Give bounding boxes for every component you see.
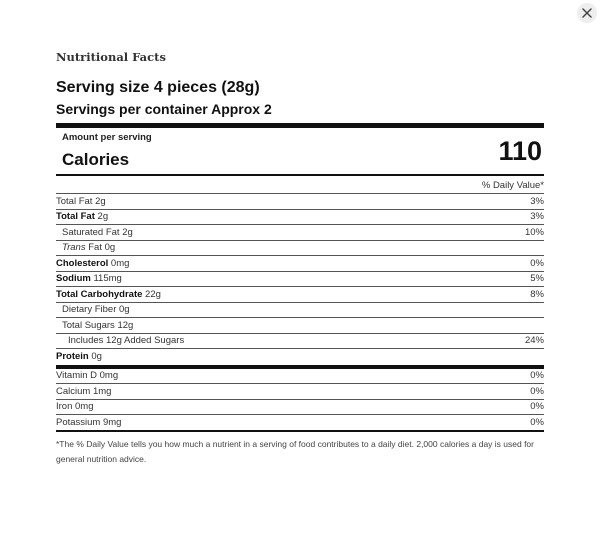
daily-value: 3%	[530, 195, 544, 207]
nutrient-row	[56, 348, 544, 364]
nutrient-row	[56, 286, 544, 302]
daily-value: 8%	[530, 288, 544, 300]
nutrient-label	[56, 273, 122, 284]
nutrient-amount: Total Sugars 12g	[62, 319, 134, 331]
nutrient-row	[56, 333, 544, 349]
vitamin-label: Iron 0mg	[56, 401, 94, 413]
daily-value: 0%	[530, 401, 544, 413]
nutrient-amount: Dietary Fiber 0g	[62, 304, 130, 316]
nutrient-name: Cholesterol	[56, 257, 109, 269]
nutrient-row	[56, 224, 544, 240]
vitamin-row	[56, 369, 544, 384]
nutrient-amount: 0mg	[108, 257, 130, 269]
nutrient-label	[56, 211, 108, 222]
nutrient-amount: 22g	[142, 288, 161, 300]
nutrient-row	[56, 209, 544, 225]
nutrient-label	[56, 289, 161, 300]
nutrient-label	[56, 351, 102, 362]
nutrient-amount: 115mg	[90, 273, 122, 285]
nutrient-amount: Includes 12g Added Sugars	[68, 335, 185, 347]
nutrient-amount: Fat 0g	[85, 242, 116, 254]
nutrient-name: Protein	[56, 350, 89, 362]
nutrient-name: Total Fat	[56, 211, 95, 223]
nutrient-row	[56, 271, 544, 287]
daily-value: 0%	[530, 416, 544, 428]
daily-value: 0%	[530, 370, 544, 382]
amount-per-serving-label: Amount per serving	[62, 132, 152, 143]
nutrient-amount: Total Fat 2g	[56, 195, 106, 207]
nutrient-amount: 0g	[88, 350, 102, 362]
daily-value: 5%	[530, 273, 544, 285]
daily-value: 0%	[530, 257, 544, 269]
vitamin-list	[56, 369, 544, 430]
nutrient-label	[56, 242, 115, 253]
vitamin-row	[56, 414, 544, 430]
close-icon	[582, 8, 592, 18]
nutrient-row	[56, 302, 544, 318]
nutrient-label	[56, 320, 133, 331]
daily-value: 10%	[524, 226, 544, 238]
nutrition-heading: Nutritional Facts	[56, 50, 166, 64]
nutrient-amount: 2g	[94, 211, 109, 223]
nutrient-label	[56, 227, 133, 238]
calories-label: Calories	[62, 150, 130, 169]
nutrient-label	[56, 335, 184, 346]
vitamin-label: Calcium 1mg	[56, 385, 112, 397]
nutrition-facts-panel	[56, 50, 544, 467]
nutrient-label	[56, 258, 129, 269]
close-button[interactable]	[577, 3, 597, 23]
daily-value-header: % Daily Value*	[481, 180, 544, 191]
daily-value: 0%	[530, 385, 544, 397]
daily-value: 3%	[530, 211, 544, 223]
calories-block	[56, 128, 544, 176]
vitamin-row	[56, 399, 544, 415]
daily-value: 24%	[524, 335, 544, 347]
footnote: *The % Daily Value tells you how much a nutrient in a serving of food contributes to a daily diet. 2,000 calories a day is used for general nutrition advice.	[56, 430, 544, 467]
nutrient-name: Sodium	[56, 273, 91, 285]
servings-per-container	[56, 100, 544, 118]
nutrient-label	[56, 196, 106, 207]
nutrient-row	[56, 255, 544, 271]
nutrient-row	[56, 193, 544, 209]
nutrient-list	[56, 193, 544, 364]
vitamin-label: Vitamin D 0mg	[56, 370, 119, 382]
servings-per-container-label: Servings per container	[56, 101, 208, 117]
calories-value: 110	[498, 136, 542, 166]
vitamin-row	[56, 383, 544, 399]
servings-per-container-value: Approx 2	[211, 101, 272, 117]
nutrient-label	[56, 304, 130, 315]
vitamin-label: Potassium 9mg	[56, 416, 122, 428]
serving-size: Serving size 4 pieces (28g)	[56, 79, 260, 96]
nutrient-name: Total Carbohydrate	[56, 288, 143, 300]
nutrient-amount: Saturated Fat 2g	[62, 226, 133, 238]
nutrient-row	[56, 317, 544, 333]
nutrient-row	[56, 240, 544, 256]
nutrient-name-italic: Trans	[62, 242, 86, 254]
